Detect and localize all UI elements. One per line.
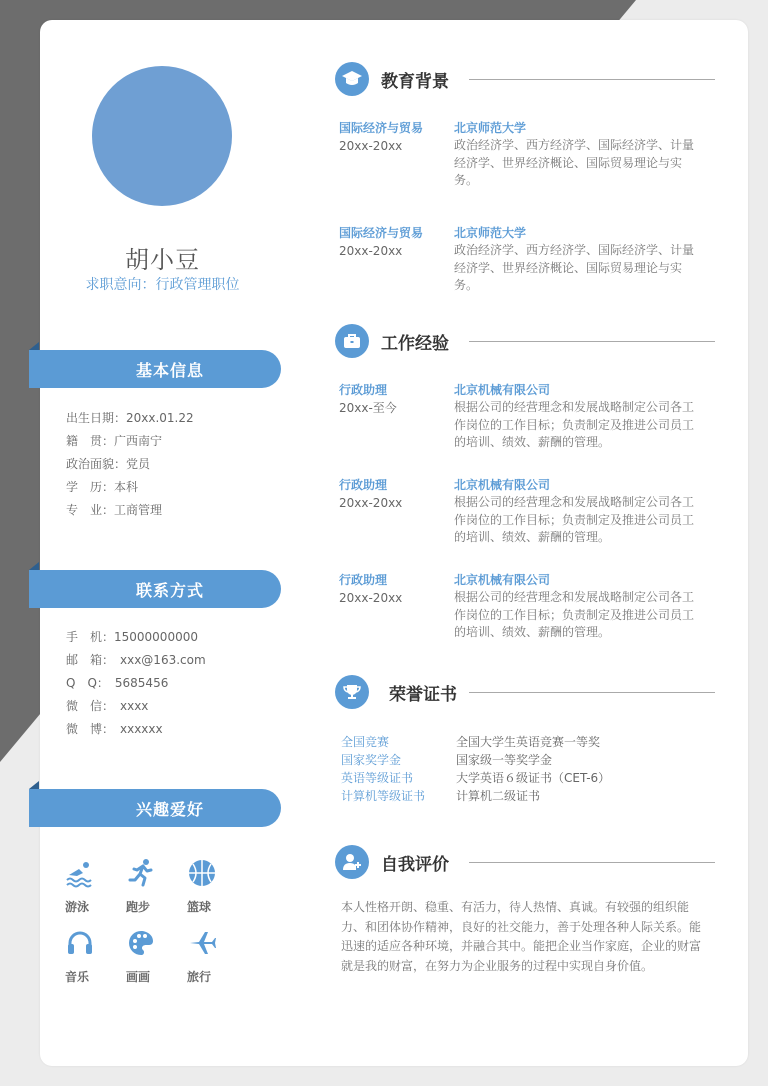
hobby-music <box>65 928 125 985</box>
work-company: 北京机械有限公司 <box>454 383 551 397</box>
honor-row <box>341 769 711 787</box>
education-major: 国际经济与贸易 <box>339 226 424 240</box>
hobby-label: 游泳 <box>65 900 90 914</box>
section-header-work <box>335 324 715 358</box>
swimming-icon <box>65 858 95 888</box>
section-title: 荣誉证书 <box>389 685 457 705</box>
work-date: 20xx-20xx <box>339 591 403 605</box>
briefcase-icon <box>335 324 369 358</box>
section-ribbon-contact <box>29 570 281 608</box>
avatar <box>92 66 232 206</box>
work-title: 行政助理 <box>339 478 388 492</box>
info-political-status: 政治面貌：党员 <box>66 457 151 471</box>
headphones-icon <box>65 928 95 958</box>
honor-category: 国家奖学金 <box>341 753 402 767</box>
section-ribbon-hobbies <box>29 789 281 827</box>
section-header-education <box>335 62 715 96</box>
honor-category: 英语等级证书 <box>341 771 414 785</box>
honor-row <box>341 787 711 805</box>
user-add-icon <box>335 845 369 879</box>
education-date: 20xx-20xx <box>339 139 403 153</box>
honor-detail: 大学英语６级证书（CET-6） <box>456 771 611 785</box>
honor-detail: 全国大学生英语竞赛一等奖 <box>456 735 601 749</box>
work-company: 北京机械有限公司 <box>454 478 551 492</box>
hobby-painting <box>126 928 186 985</box>
graduation-cap-icon <box>335 62 369 96</box>
section-divider <box>469 79 715 80</box>
basketball-icon <box>187 858 217 888</box>
candidate-name: 胡小豆 <box>125 246 200 274</box>
job-intent: 求职意向：行政管理职位 <box>85 277 240 293</box>
contact-info-list <box>66 626 206 741</box>
section-header-self-evaluation <box>335 845 715 879</box>
work-date: 20xx-20xx <box>339 496 403 510</box>
work-title: 行政助理 <box>339 573 388 587</box>
work-title: 行政助理 <box>339 383 388 397</box>
contact-weibo: 微 博： xxxxxx <box>66 722 163 736</box>
basic-info-list <box>66 407 194 522</box>
info-education-level: 学 历：本科 <box>66 480 139 494</box>
section-ribbon-basic <box>29 350 281 388</box>
section-divider <box>469 862 715 863</box>
palette-icon <box>126 928 156 958</box>
education-courses: 政治经济学、西方经济学、国际经济学、计量经济学、世界经济概论、国际贸易理论与实务。 <box>454 243 695 292</box>
section-title: 自我评价 <box>381 855 449 875</box>
work-description: 根据公司的经营理念和发展战略制定公司各工作岗位的工作目标；负责制定及推进公司员工的培训、绩效、薪酬的管理。 <box>454 590 695 639</box>
self-evaluation-text: 本人性格开朗、稳重、有活力，待人热情、真诚。有较强的组织能力、和团体协作精神，良好的社交能力，善于处理各种人际关系。能迅速的适应各种环境，并融合其中。能把企业当作家庭，企业的财富就是我的财富，在努力为企业服务的过程中实现自身价值。 <box>341 900 702 973</box>
hobby-swimming <box>65 858 125 915</box>
honor-detail: 国家级一等奖学金 <box>456 753 553 767</box>
hobby-label: 画画 <box>126 970 151 984</box>
hobby-travel <box>187 928 247 985</box>
honor-category: 计算机等级证书 <box>341 789 426 803</box>
section-divider <box>469 692 715 693</box>
trophy-icon <box>335 675 369 709</box>
section-header-honors <box>335 675 715 709</box>
ribbon-label: 联系方式 <box>135 580 204 600</box>
education-courses: 政治经济学、西方经济学、国际经济学、计量经济学、世界经济概论、国际贸易理论与实务。 <box>454 138 695 187</box>
info-hometown: 籍 贯：广西南宁 <box>66 434 163 448</box>
honors-list <box>341 733 711 805</box>
contact-qq: Q Q： 5685456 <box>66 676 169 690</box>
section-title: 教育背景 <box>381 72 449 92</box>
ribbon-label: 兴趣爱好 <box>135 799 204 819</box>
contact-email: 邮 箱： xxx@163.com <box>66 653 206 667</box>
honor-category: 全国竞赛 <box>341 735 390 749</box>
contact-wechat: 微 信： xxxx <box>66 699 149 713</box>
education-date: 20xx-20xx <box>339 244 403 258</box>
work-company: 北京机械有限公司 <box>454 573 551 587</box>
education-major: 国际经济与贸易 <box>339 121 424 135</box>
running-icon <box>126 858 156 888</box>
section-title: 工作经验 <box>381 334 449 354</box>
work-description: 根据公司的经营理念和发展战略制定公司各工作岗位的工作目标；负责制定及推进公司员工的培训、绩效、薪酬的管理。 <box>454 495 695 544</box>
honor-row <box>341 733 711 751</box>
honor-row <box>341 751 711 769</box>
hobby-label: 旅行 <box>187 970 212 984</box>
info-major: 专 业：工商管理 <box>66 503 163 517</box>
work-description: 根据公司的经营理念和发展战略制定公司各工作岗位的工作目标；负责制定及推进公司员工的培训、绩效、薪酬的管理。 <box>454 400 695 449</box>
ribbon-label: 基本信息 <box>135 360 204 380</box>
section-divider <box>469 341 715 342</box>
contact-phone: 手 机：15000000000 <box>66 630 198 644</box>
hobby-label: 篮球 <box>187 900 212 914</box>
info-birthdate: 出生日期：20xx.01.22 <box>66 411 194 425</box>
honor-detail: 计算机二级证书 <box>456 789 541 803</box>
airplane-icon <box>187 928 217 958</box>
education-school: 北京师范大学 <box>454 121 527 135</box>
work-date: 20xx-至今 <box>339 401 397 415</box>
hobby-running <box>126 858 186 915</box>
hobby-basketball <box>187 858 247 915</box>
hobby-label: 跑步 <box>126 900 151 914</box>
hobby-label: 音乐 <box>65 970 90 984</box>
education-school: 北京师范大学 <box>454 226 527 240</box>
